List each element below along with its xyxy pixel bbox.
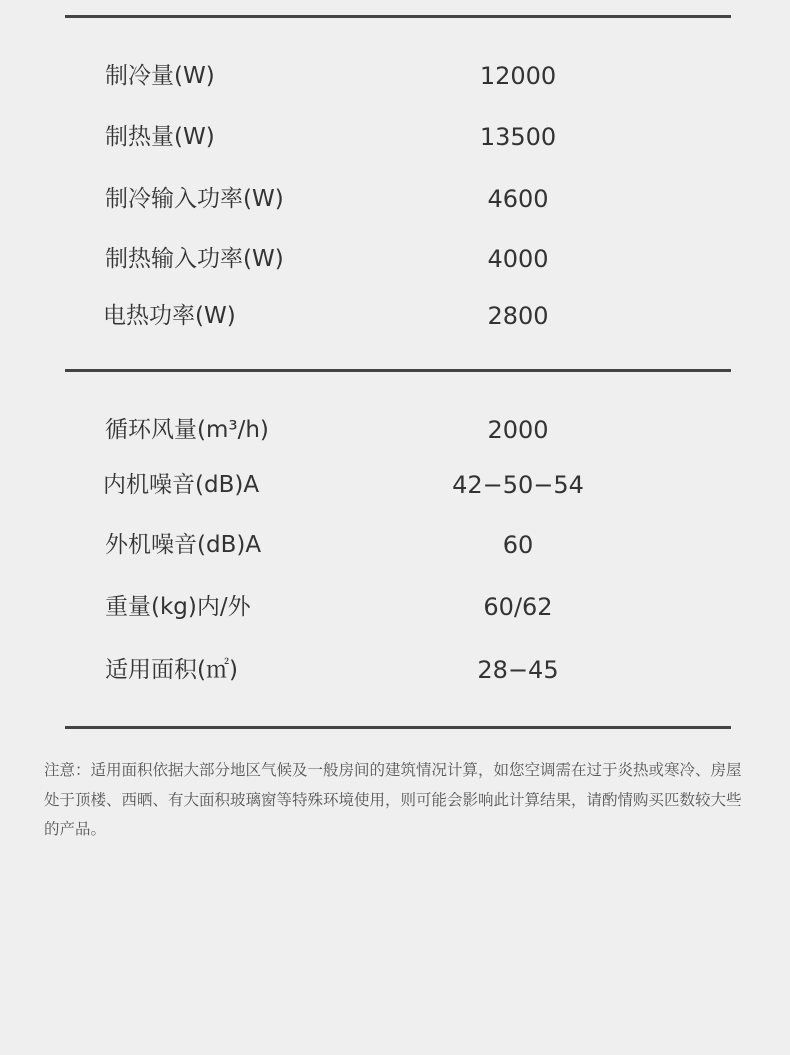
spec-value: 13500 [479,123,557,151]
spec-row-cooling-input-power [0,179,790,219]
spec-label: 制冷输入功率(W) [105,186,284,212]
spec-value: 2800 [487,302,549,330]
spec-value: 4000 [487,245,549,273]
usage-note: 注意：适用面积依据大部分地区气候及一般房间的建筑情况计算，如您空调需在过于炎热或寒冷、房屋处于顶楼、西晒、有大面积玻璃窗等特殊环境使用，则可能会影响此计算结果，请酌情购买匹数较大些的产品。 [44,761,742,838]
spec-label: 制热输入功率(W) [105,246,284,272]
spec-row-heating-input-power [0,239,790,279]
spec-value: 28−45 [477,656,559,684]
middle-divider [65,369,731,372]
spec-row-air-flow [0,410,790,450]
spec-label: 制冷量(W) [105,63,215,89]
spec-value: 42−50−54 [452,471,584,499]
spec-value: 4600 [487,185,549,213]
spec-row-outdoor-noise [0,525,790,565]
spec-value: 12000 [479,62,557,90]
spec-label: 循环风量(m³/h) [105,417,269,443]
spec-row-indoor-noise [0,465,790,505]
top-divider [65,15,731,18]
spec-value: 2000 [487,416,549,444]
bottom-divider [65,726,731,729]
spec-row-weight [0,587,790,627]
spec-row-applicable-area [0,650,790,690]
spec-label: 内机噪音(dB)A [103,472,260,498]
spec-label: 重量(kg)内/外 [105,594,251,620]
spec-value: 60 [502,531,534,559]
spec-label: 外机噪音(dB)A [105,532,262,558]
spec-row-heating-capacity [0,117,790,157]
spec-row-cooling-capacity [0,56,790,96]
spec-value: 60/62 [483,593,553,621]
spec-row-electric-heating-power [0,296,790,336]
spec-label: 制热量(W) [105,124,215,150]
spec-label: 适用面积(㎡) [105,657,238,683]
spec-label: 电热功率(W) [103,303,236,329]
